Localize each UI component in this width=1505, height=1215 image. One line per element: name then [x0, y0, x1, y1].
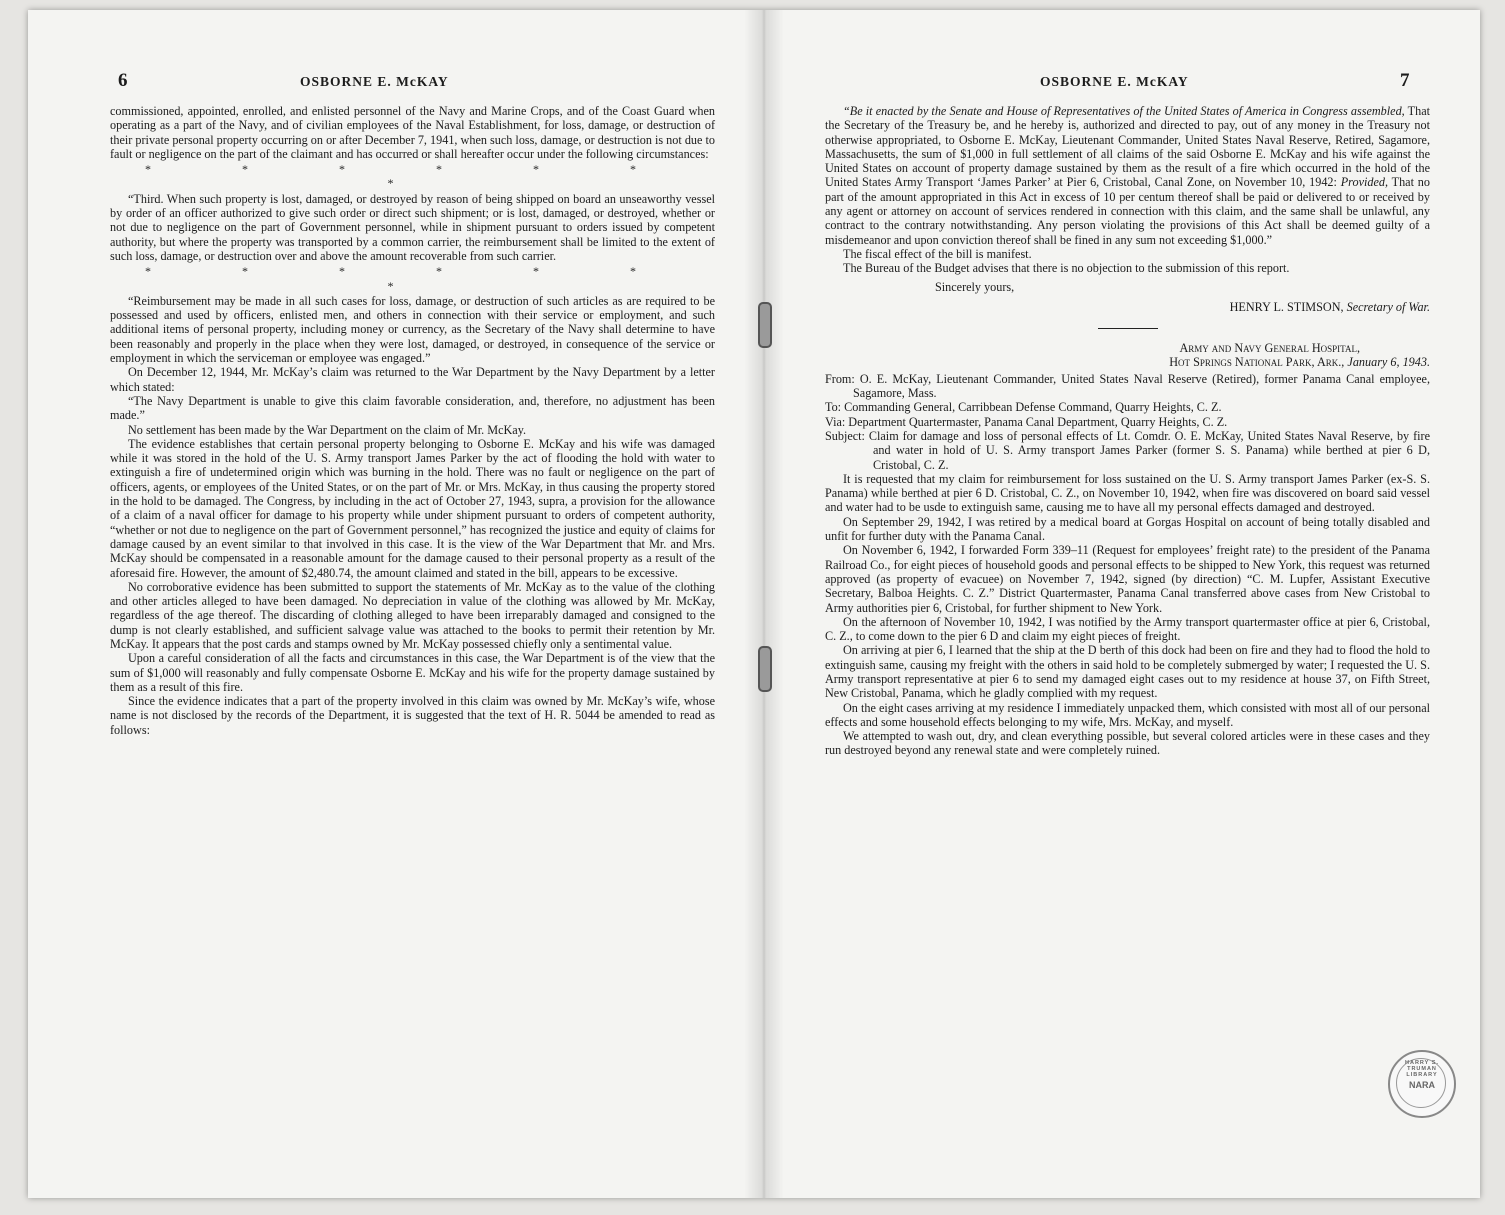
right-page-body [825, 104, 1430, 758]
bill-text: “Be it enacted by the Senate and House of Representatives of the United States of America in Congress assembled, That the Secretary of the Treasury be, and he hereby is, authorized and directed to pay, out of any money in the Treasury not otherwise appropriated, to Osborne E. McKay, Lieutenant Commander, United States Naval Reserve, Retired, Sagamore, Massachusetts, the sum of $1,000 in full settlement of all claims of the said Osborne E. McKay and his wife against the United States on account of property damage sustained by them as the result of a fire which occurred in the hold of the United States Army Transport ‘James Parker’ at Pier 6, Cristobal, Canal Zone, on November 10, 1942: Provided, That no part of the amount appropriated in this Act in excess of 10 per centum thereof shall be paid or delivered to or received by any agent or attorney on account of services rendered in connection with this claim, and the same shall be unlawful, any contract to the contrary notwithstanding. Any person violating the provisions of this Act shall be deemed guilty of a misdemeanor and upon conviction thereof shall be fined in any sum not exceeding $1,000.” [825, 104, 1430, 247]
signature: HENRY L. STIMSON, Secretary of War. [1229, 299, 1430, 314]
paragraph: It is requested that my claim for reimbursement for loss sustained on the U. S. Army transport James Parker (ex-S. S. Panama) while berthed at pier 6 D. Cristobal, C. Z., on November 10, 1942, when fire was discovered on board said vessel and water had to be usde to extinguish same, causing me to have all my personal effects damaged and destroyed. [825, 471, 1430, 515]
page-number-right: 7 [1400, 70, 1410, 91]
staple-top [758, 302, 772, 348]
memo-block [825, 372, 1430, 472]
stamp-nara: NARA [1409, 1080, 1435, 1090]
paragraph: commissioned, appointed, enrolled, and enlisted personnel of the Navy and Marine Crops, and of the Coast Guard when operating as a part of the Navy, and of civilian employees of the Naval Establishment, for loss, damage, or destruction of their private personal property occurring on or after December 7, 1941, when such loss, damage, or destruction is not due to fault or negligence on the part of the claimant and has occurred or shall hereafter occur under the following circumstances: [110, 104, 715, 161]
staple-bottom [758, 646, 772, 692]
memo-from: From: O. E. McKay, Lieutenant Commander, United States Naval Reserve (Retired), former Panama Canal employee, Sagamore, Mass. [825, 371, 1430, 401]
paragraph: The fiscal effect of the bill is manifest. [843, 246, 1032, 261]
binding-gutter [744, 10, 784, 1198]
closing: Sincerely yours, [935, 279, 1015, 294]
paragraph: On the afternoon of November 10, 1942, I was notified by the Army transport quartermaster office at pier 6, Cristobal, C. Z., to come down to the pier 6 D and claim my eight pieces of freight. [825, 614, 1430, 644]
letterhead-hospital: Army and Navy General Hospital, [1179, 341, 1360, 356]
quote-paragraph: “The Navy Department is unable to give this claim favorable consideration, and, therefore, no adjustment has been made.” [110, 393, 715, 423]
paragraph: On the eight cases arriving at my residence I immediately unpacked them, which consisted with most all of our personal effects and some household effects belonging to my wife, Mrs. McKay, and myself. [825, 700, 1430, 729]
memo-subject: Subject: Claim for damage and loss of personal effects of Lt. Comdr. O. E. McKay, United States Naval Reserve, by fire and water in hold of U. S. Army transport James Parker (former S. S. Panama) while berthed at pier 6 D, Cristobal, C. Z. [825, 428, 1430, 472]
paragraph: On December 12, 1944, Mr. McKay’s claim was returned to the War Department by the Navy Department by a letter which stated: [110, 365, 715, 394]
paragraph: Upon a careful consideration of all the facts and circumstances in this case, the War Department is of the view that the sum of $1,000 will reasonably and fully compensate Osborne E. McKay and his wife for the property damage sustained by them as a result of this fire. [110, 651, 715, 694]
stamp-text: HARRY S. TRUMAN LIBRARY [1405, 1060, 1439, 1078]
letterhead-place: Hot Springs National Park, Ark., January 6, 1943. [1169, 355, 1430, 370]
quote-paragraph: “Reimbursement may be made in all such cases for loss, damage, or destruction of such articles as are required to be possessed and used by officers, enlisted men, and others in connection with their service or employment, and such additional items of personal property, including money or currency, as the Secretary of the Navy shall determine to have been reasonably and properly in the place when they were lost, damaged, or destroyed, in consequence of the service or employment in which the serviceman or employee was engaged.” [110, 293, 715, 366]
paragraph: No settlement has been made by the War Department on the claim of Mr. McKay. [128, 422, 527, 437]
paragraph: The Bureau of the Budget advises that there is no objection to the submission of this report. [843, 261, 1290, 276]
running-header-right: OSBORNE E. McKAY [1040, 74, 1189, 89]
left-page-body [110, 104, 715, 737]
paragraph: On November 6, 1942, I forwarded Form 339–11 (Request for employees’ freight rate) to the president of the Panama Railroad Co., for eight pieces of household goods and personal effects to be shipped to New York, this request was returned approved (as property of evacuee) on November 7, 1942, signed (by direction) “C. M. Lupfer, Assistant Executive Secretary, Balboa Heights. C. Z.” District Quartermaster, Panama Canal transferred above cases from New Cristobal to Army authorities pier 6, Cristobal, for further shipment to New York. [825, 543, 1430, 615]
paragraph: On arriving at pier 6, I learned that the ship at the D berth of this dock had been on fire and they had to flood the hold to extinguish same, causing my freight with the others in said hold to be completely submerged by water; I requested the U. S. Army transport representative at pier 6 to send my damaged eight cases out to my residence at house 37, on Fifth Street, New Cristobal, Panama, which he gladly complied with my request. [825, 643, 1430, 701]
memo-via: Via: Department Quartermaster, Panama Canal Department, Quarry Heights, C. Z. [825, 414, 1228, 429]
ellipsis-stars: * * * * * * * [145, 264, 680, 293]
paragraph: Since the evidence indicates that a part of the property involved in this claim was owned by Mr. McKay’s wife, whose name is not disclosed by the records of the Department, it is suggested that the text of H. R. 5044 be amended to read as follows: [110, 694, 715, 737]
running-header-left: OSBORNE E. McKAY [300, 74, 449, 89]
ellipsis-stars: * * * * * * * [145, 162, 680, 191]
page-number-left: 6 [118, 70, 128, 91]
enacting-clause: “Be it enacted by the Senate and House of Representatives of the United States of America in Congress assembled, [843, 104, 1405, 118]
memo-to: To: Commanding General, Carribbean Defense Command, Quarry Heights, C. Z. [825, 400, 1222, 415]
quote-paragraph: “Third. When such property is lost, damaged, or destroyed by reason of being shipped on board an unseaworthy vessel by order of an officer authorized to give such order or direct such shipment; or is lost, damaged, or destroyed, whether or not due to negligence on the part of Government personnel, while in shipment pursuant to orders issued by competent authority, but where the property was transported by a common carrier, the reimbursement shall be limited to the extent of such loss, damage, or destruction over and above the amount recoverable from such carrier. [110, 191, 715, 263]
section-divider [1098, 328, 1158, 329]
paragraph: We attempted to wash out, dry, and clean everything possible, but several colored articles were in these cases and they run destroyed beyond any renewal state and were completely ruined. [825, 729, 1430, 758]
library-stamp [1388, 1050, 1456, 1118]
paragraph: The evidence establishes that certain personal property belonging to Osborne E. McKay and his wife was damaged while it was stored in the hold of the U. S. Army transport James Parker by the act of flooding the hold with water to extinguish a fire of undetermined origin which was burning in the hold. There was no fault or negligence on the part of officers, agents, or employees of the United States, or on the part of Mr. or Mrs. McKay, in thus causing the property stored in the hold to be damaged. The Congress, by including in the act of October 27, 1943, supra, a provision for the allowance of a claim of a naval officer for damage to his property while under shipment pursuant to orders of competent authority, “whether or not due to negligence on the part of Government personnel,” has recognized the justice and equity of claims for damage caused by an event similar to that involved in this case. It is the view of the War Department that Mr. and Mrs. McKay should be compensated in a reasonable amount for the damage caused to their personal property as a result of the aforesaid fire. However, the amount of $2,480.74, the amount claimed and stated in the bill, appears to be excessive. [110, 436, 715, 580]
paragraph: No corroborative evidence has been submitted to support the statements of Mr. McKay as to the value of the clothing and other articles alleged to have been damaged. No depreciation in value of the clothing was allowed by Mr. McKay, regardless of the age thereof. The discarding of clothing alleged to have been irreparably damaged and consigned to the dump is not clearly established, and sufficient salvage value was attached to the books to permit their retention by Mr. McKay. It appears that the post cards and stamps owned by Mr. McKay possessed chiefly only a sentimental value. [110, 579, 715, 651]
paragraph: On September 29, 1942, I was retired by a medical board at Gorgas Hospital on account of being totally disabled and unfit for further duty with the Panama Canal. [825, 514, 1430, 544]
